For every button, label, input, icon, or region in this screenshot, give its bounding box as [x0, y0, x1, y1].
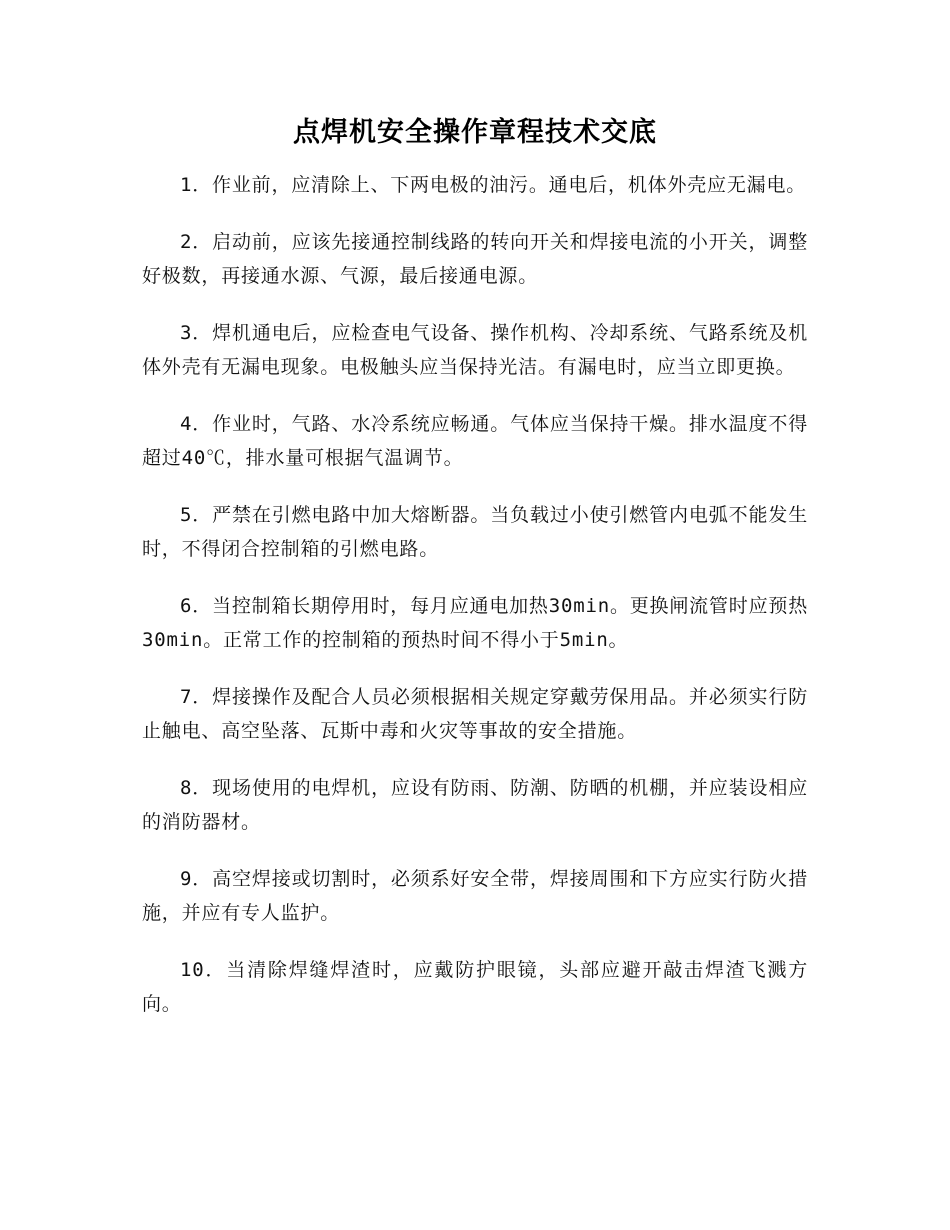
paragraph-4: 4．作业时，气路、水冷系统应畅通。气体应当保持干燥。排水温度不得超过40℃，排水量可根据气温调节。 [142, 413, 808, 469]
document-body [142, 168, 808, 1044]
paragraph-3: 3．焊机通电后，应检查电气设备、操作机构、冷却系统、气路系统及机体外壳有无漏电现象。电极触头应当保持光洁。有漏电时，应当立即更换。 [142, 322, 808, 378]
paragraph-5: 5．严禁在引燃电路中加大熔断器。当负载过小使引燃管内电弧不能发生时，不得闭合控制箱的引燃电路。 [142, 504, 808, 560]
paragraph-8: 8．现场使用的电焊机，应设有防雨、防潮、防晒的机棚，并应装设相应的消防器材。 [142, 777, 808, 833]
paragraph-9: 9．高空焊接或切割时，必须系好安全带，焊接周围和下方应实行防火措施，并应有专人监护。 [142, 868, 808, 924]
paragraph-1: 1．作业前，应清除上、下两电极的油污。通电后，机体外壳应无漏电。 [180, 174, 807, 196]
paragraph-6: 6．当控制箱长期停用时，每月应通电加热30min。更换闸流管时应预热30min。正常工作的控制箱的预热时间不得小于5min。 [142, 595, 808, 651]
document-title: 点焊机安全操作章程技术交底 [293, 117, 657, 148]
paragraph-10: 10．当清除焊缝焊渣时，应戴防护眼镜，头部应避开敲击焊渣飞溅方向。 [142, 959, 808, 1015]
paragraph-2: 2．启动前，应该先接通控制线路的转向开关和焊接电流的小开关，调整好极数，再接通水源、气源，最后接通电源。 [142, 231, 808, 287]
paragraph-7: 7．焊接操作及配合人员必须根据相关规定穿戴劳保用品。并必须实行防止触电、高空坠落、瓦斯中毒和火灾等事故的安全措施。 [142, 686, 808, 742]
